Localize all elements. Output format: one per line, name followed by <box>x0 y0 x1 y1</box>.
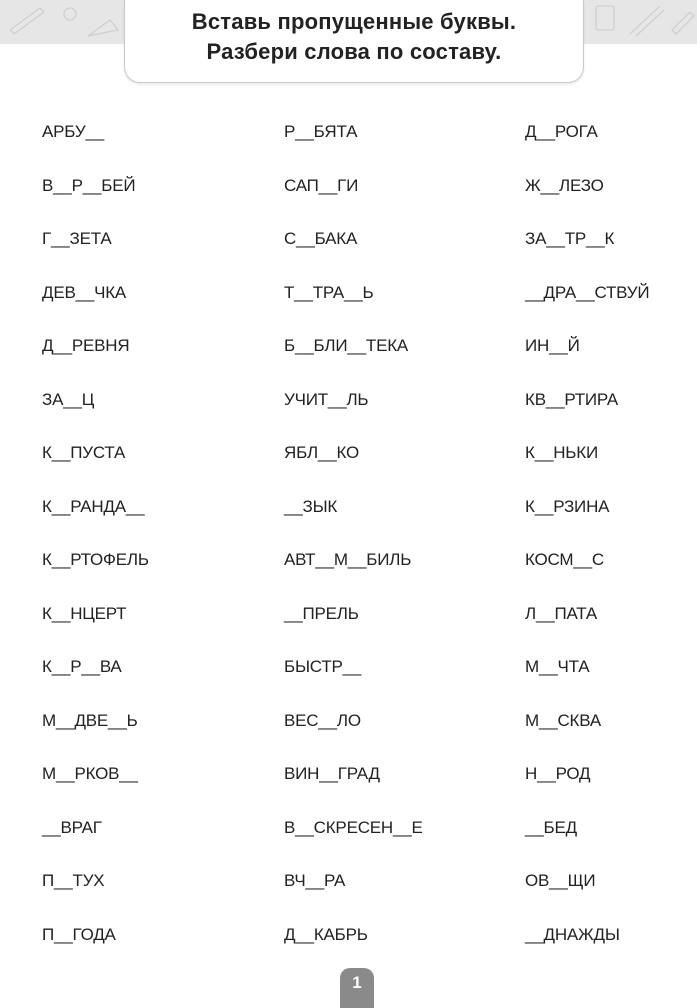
title-box <box>124 0 584 83</box>
word-item: К__РТОФЕЛЬ <box>42 550 149 569</box>
word-item: П__ТУХ <box>42 871 105 890</box>
word-item: ВИН__ГРАД <box>284 764 380 783</box>
word-item: Г__ЗЕТА <box>42 229 112 248</box>
word-item: Б__БЛИ__ТЕКА <box>284 336 409 355</box>
word-item: ЗА__Ц <box>42 389 95 409</box>
word-item: В__СКРЕСЕН__Е <box>284 817 423 837</box>
word-item: Т__ТРА__Ь <box>284 282 374 302</box>
word-item: __ДНАЖДЫ <box>525 924 620 944</box>
page-number: 1 <box>340 968 374 1008</box>
word-item: ЯБЛ__КО <box>284 443 360 462</box>
word-item: К__Р__ВА <box>42 657 122 676</box>
word-item: М__РКОВ__ <box>42 764 138 783</box>
word-item: М__СКВА <box>525 710 601 730</box>
word-item: Д__РЕВНЯ <box>42 336 130 355</box>
word-item: __ДРА__СТВУЙ <box>525 282 650 302</box>
word-item: В__Р__БЕЙ <box>42 175 136 195</box>
word-item: КВ__РТИРА <box>525 389 619 409</box>
word-item: АВТ__М__БИЛЬ <box>284 550 412 569</box>
word-item: М__ЧТА <box>525 657 590 676</box>
word-item: Д__КАБРЬ <box>284 924 368 944</box>
word-item: САП__ГИ <box>284 175 359 195</box>
word-item: ВЧ__РА <box>284 871 346 890</box>
word-item: КОСМ__С <box>525 550 604 569</box>
instruction-title-line-2: Разбери слова по составу. <box>206 39 502 64</box>
word-item: __ВРАГ <box>42 817 102 837</box>
word-item: К__РЗИНА <box>525 496 610 516</box>
word-item: БЫСТР__ <box>284 657 362 676</box>
word-item: ДЕВ__ЧКА <box>42 282 127 302</box>
word-item: Р__БЯТА <box>284 122 358 141</box>
word-item: __ЗЫК <box>284 496 338 516</box>
word-item: С__БАКА <box>284 229 358 248</box>
word-item: М__ДВЕ__Ь <box>42 710 138 730</box>
word-item: ИН__Й <box>525 336 580 355</box>
word-item: Н__РОД <box>525 764 591 783</box>
word-item: К__ПУСТА <box>42 443 126 462</box>
word-column-1 <box>42 120 149 976</box>
word-item: УЧИТ__ЛЬ <box>284 389 369 409</box>
word-item: ЗА__ТР__К <box>525 229 615 248</box>
word-item: __ПРЕЛЬ <box>284 603 359 623</box>
word-item: К__НЦЕРТ <box>42 603 127 623</box>
word-item: __БЕД <box>525 817 577 837</box>
word-item: Д__РОГА <box>525 122 598 141</box>
word-item: ВЕС__ЛО <box>284 710 361 730</box>
word-column-2 <box>284 120 423 976</box>
word-item: ОВ__ЩИ <box>525 871 596 890</box>
word-item: П__ГОДА <box>42 924 116 944</box>
word-item: АРБУ__ <box>42 122 104 141</box>
word-column-3 <box>525 120 649 976</box>
instruction-title-line-1: Вставь пропущенные буквы. <box>191 9 517 34</box>
word-item: Ж__ЛЕЗО <box>525 175 604 195</box>
word-item: К__РАНДА__ <box>42 496 145 516</box>
word-item: Л__ПАТА <box>525 603 598 623</box>
word-item: К__НЬКИ <box>525 443 598 462</box>
